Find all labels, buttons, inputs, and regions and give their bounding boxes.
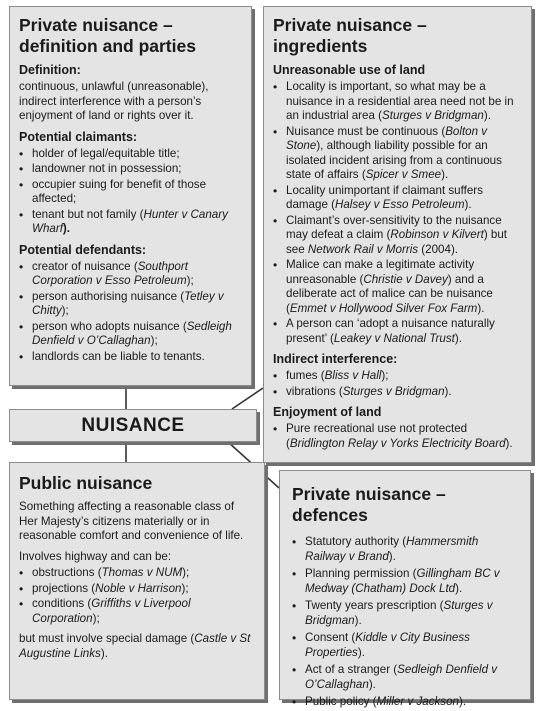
list-item: • Act of a stranger (Sedleigh Denfield v O’Callaghan). bbox=[292, 663, 520, 692]
unreasonable-use-list bbox=[273, 80, 522, 346]
case-name: Castle v St Augustine Links bbox=[19, 632, 251, 660]
defendants-list bbox=[19, 260, 242, 365]
case-name: Bliss v Hall bbox=[324, 369, 382, 382]
highway-list bbox=[19, 566, 255, 626]
defences-list bbox=[292, 535, 520, 710]
list-item: • landowner not in possession; bbox=[19, 162, 242, 177]
list-item: • Locality is important, so what may be a nuisance in a residential area need not be in an industrial area (Sturges v Bridgman). bbox=[273, 80, 522, 124]
defendants-heading: Potential defendants: bbox=[19, 242, 147, 257]
list-item: • vibrations (Sturges v Bridgman). bbox=[273, 385, 522, 400]
list-item: • Claimant’s over-sensitivity to the nuisance may defeat a claim (Robinson v Kilvert) but see Network Rail v Morris (2004). bbox=[273, 214, 522, 258]
unreasonable-use-heading: Unreasonable use of land bbox=[273, 63, 426, 77]
claimants-list bbox=[19, 147, 242, 237]
defences-box bbox=[279, 470, 531, 708]
ingredients-box-title: Private nuisance – ingredients bbox=[273, 15, 427, 56]
case-name: Hammersmith Railway v Brand bbox=[305, 535, 479, 563]
case-name: Spicer v Smee bbox=[365, 168, 442, 181]
list-item: • Twenty years prescription (Sturges v Bridgman). bbox=[292, 599, 520, 628]
list-item: • landlords can be liable to tenants. bbox=[19, 350, 242, 365]
case-name: Bridlington Relay v Yorks Electricity Board bbox=[289, 436, 506, 450]
list-item: • holder of legal/equitable title; bbox=[19, 147, 242, 162]
case-name: Sturges v Bridgman bbox=[382, 109, 484, 122]
case-name: Halsey v Esso Petroleum bbox=[334, 198, 465, 211]
case-name: Gillingham BC v Medway (Chatham) Dock Ltd bbox=[305, 567, 500, 595]
case-name: Sedleigh Denfield v O’Callaghan bbox=[32, 319, 232, 347]
list-item: • fumes (Bliss v Hall); bbox=[273, 369, 522, 384]
indirect-interference-heading: Indirect interference: bbox=[273, 352, 398, 366]
enjoyment-list bbox=[273, 422, 522, 451]
list-item: • occupier suing for benefit of those affected; bbox=[19, 178, 242, 207]
case-name: Christie v Davey bbox=[363, 272, 448, 286]
case-name: Sturges v Bridgman bbox=[305, 599, 493, 627]
definition-heading: Definition: bbox=[19, 63, 81, 77]
claimants-heading: Potential claimants: bbox=[19, 129, 138, 144]
nuisance-centre-label: NUISANCE bbox=[9, 409, 257, 442]
case-name: Noble v Harrison bbox=[95, 581, 182, 595]
ingredients-box bbox=[263, 6, 532, 463]
definition-box-title: Private nuisance – definition and parties bbox=[19, 15, 196, 56]
case-name: Kiddle v City Business Properties bbox=[305, 631, 470, 659]
case-name: Griffiths v Liverpool Corporation bbox=[32, 597, 191, 625]
list-item: • creator of nuisance (Southport Corporation v Esso Petroleum); bbox=[19, 260, 242, 289]
enjoyment-heading: Enjoyment of land bbox=[273, 405, 382, 419]
list-item: • Consent (Kiddle v City Business Properties). bbox=[292, 631, 520, 660]
case-name: Bolton v Stone bbox=[286, 124, 488, 152]
public-nuisance-highway-intro: Involves highway and can be: bbox=[19, 549, 172, 563]
list-item: • person authorising nuisance (Tetley v Chitty); bbox=[19, 290, 242, 319]
case-name: Leakey v National Trust bbox=[333, 331, 455, 345]
special-damage-text: but must involve special damage (Castle v St Augustine Links). bbox=[19, 632, 251, 660]
public-nuisance-title: Public nuisance bbox=[19, 473, 153, 493]
list-item: • projections (Noble v Harrison); bbox=[19, 582, 255, 597]
case-name: Robinson v Kilvert bbox=[390, 228, 484, 241]
list-item: • Locality unimportant if claimant suffers damage (Halsey v Esso Petroleum). bbox=[273, 184, 522, 213]
list-item: • obstructions (Thomas v NUM); bbox=[19, 566, 255, 581]
defences-box-title: Private nuisance – defences bbox=[292, 484, 446, 525]
list-item: • conditions (Griffiths v Liverpool Corporation); bbox=[19, 597, 255, 626]
definition-text: continuous, unlawful (unreasonable), indirect interference with a person’s enjoyment of land or rights over it. bbox=[19, 80, 209, 122]
list-item: • Planning permission (Gillingham BC v Medway (Chatham) Dock Ltd). bbox=[292, 567, 520, 596]
definition-parties-box bbox=[9, 6, 252, 386]
list-item: • Statutory authority (Hammersmith Railway v Brand). bbox=[292, 535, 520, 564]
connector-ingredients bbox=[232, 388, 263, 409]
list-item: • A person can ‘adopt a nuisance naturally present’ (Leakey v National Trust). bbox=[273, 317, 522, 346]
case-name: Emmet v Hollywood Silver Fox Farm bbox=[289, 301, 478, 315]
list-item: • tenant but not family (Hunter v Canary Wharf). bbox=[19, 208, 242, 237]
case-name: Sedleigh Denfield v O’Callaghan bbox=[305, 663, 498, 691]
list-item: • Public policy (Miller v Jackson). bbox=[292, 695, 520, 710]
case-name: Southport Corporation v Esso Petroleum bbox=[32, 259, 188, 287]
case-name: Tetley v Chitty bbox=[32, 289, 224, 317]
case-name: Sturges v Bridgman bbox=[342, 384, 445, 398]
list-item: • person who adopts nuisance (Sedleigh Denfield v O’Callaghan); bbox=[19, 320, 242, 349]
case-name: Miller v Jackson bbox=[376, 695, 459, 708]
list-item: • Nuisance must be continuous (Bolton v Stone), although liability possible for an isolated incident arising from a continuous state of affairs (Spicer v Smee). bbox=[273, 125, 522, 183]
case-name: Thomas v NUM bbox=[101, 566, 183, 579]
case-name: Hunter v Canary Wharf bbox=[32, 207, 228, 235]
list-item: • Malice can make a legitimate activity unreasonable (Christie v Davey) and a deliberate act of malice can be nuisance (Emmet v Hollywood Silver Fox Farm). bbox=[273, 258, 522, 316]
public-nuisance-definition: Something affecting a reasonable class of Her Majesty’s citizens materially or in reasonable comfort and convenience of life. bbox=[19, 500, 244, 542]
case-name: Network Rail v Morris bbox=[307, 242, 419, 256]
public-nuisance-box bbox=[9, 462, 265, 700]
list-item: • Pure recreational use not protected (Bridlington Relay v Yorks Electricity Board). bbox=[273, 422, 522, 451]
indirect-interference-list bbox=[273, 369, 522, 399]
